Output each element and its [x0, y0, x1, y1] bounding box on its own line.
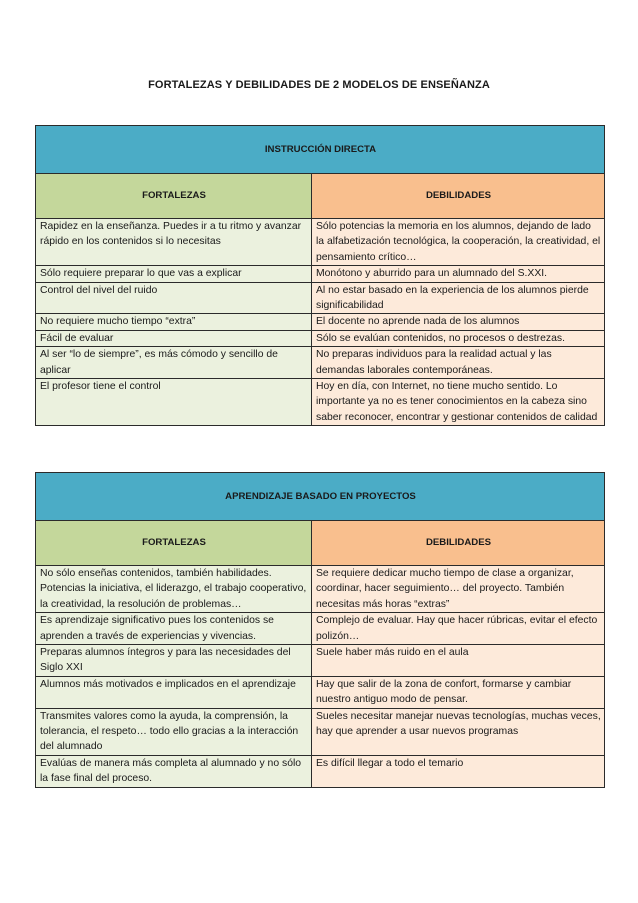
table-row — [36, 314, 605, 330]
weakness-cell: Monótono y aburrido para un alumnado del S.XXI. — [312, 266, 605, 282]
strength-cell: Es aprendizaje significativo pues los contenidos se aprenden a través de experiencias y vivencias. — [36, 613, 312, 645]
column-header-strengths: FORTALEZAS — [36, 521, 312, 566]
table-direct-instruction — [35, 125, 605, 426]
weakness-cell: Sólo potencias la memoria en los alumnos, dejando de lado la alfabetización tecnológica, la cooperación, la creatividad, el pensamiento crítico… — [312, 219, 605, 266]
table-project-based-learning — [35, 472, 605, 788]
weakness-cell: Es difícil llegar a todo el temario — [312, 755, 605, 787]
table-row — [36, 282, 605, 314]
document-title: FORTALEZAS Y DEBILIDADES DE 2 MODELOS DE ENSEÑANZA — [148, 79, 490, 91]
table-row — [36, 676, 605, 708]
strength-cell: Sólo requiere preparar lo que vas a explicar — [36, 266, 312, 282]
weakness-cell: Sólo se evalúan contenidos, no procesos o destrezas. — [312, 330, 605, 346]
strength-cell: El profesor tiene el control — [36, 379, 312, 426]
strength-cell: Alumnos más motivados e implicados en el aprendizaje — [36, 676, 312, 708]
weakness-cell: Hoy en día, con Internet, no tiene mucho sentido. Lo importante ya no es tener conocimientos en la cabeza sino saber reconocer, encontrar y gestionar contenidos de calidad — [312, 379, 605, 426]
column-header-strengths: FORTALEZAS — [36, 174, 312, 219]
table-row — [36, 755, 605, 787]
strength-cell: No requiere mucho tiempo “extra” — [36, 314, 312, 330]
weakness-cell: No preparas individuos para la realidad actual y las demandas laborales contemporáneas. — [312, 347, 605, 379]
weakness-cell: El docente no aprende nada de los alumnos — [312, 314, 605, 330]
strength-cell: Control del nivel del ruido — [36, 282, 312, 314]
weakness-cell: Al no estar basado en la experiencia de los alumnos pierde significabilidad — [312, 282, 605, 314]
strength-cell: Al ser “lo de siempre”, es más cómodo y sencillo de aplicar — [36, 347, 312, 379]
weakness-cell: Sueles necesitar manejar nuevas tecnologías, muchas veces, hay que aprender a usar nuevos programas — [312, 708, 605, 755]
weakness-cell: Hay que salir de la zona de confort, formarse y cambiar nuestro antiguo modo de pensar. — [312, 676, 605, 708]
strength-cell: No sólo enseñas contenidos, también habilidades. Potencias la iniciativa, el liderazgo, el trabajo cooperativo, la creatividad, la resolución de problemas… — [36, 566, 312, 613]
table-row — [36, 379, 605, 426]
table-title: INSTRUCCIÓN DIRECTA — [36, 126, 605, 174]
table-row — [36, 330, 605, 346]
table-row — [36, 347, 605, 379]
strength-cell: Fácil de evaluar — [36, 330, 312, 346]
column-header-weaknesses: DEBILIDADES — [312, 521, 605, 566]
strength-cell: Transmites valores como la ayuda, la comprensión, la tolerancia, el respeto… todo ello gracias a la interacción del alumnado — [36, 708, 312, 755]
table-title: APRENDIZAJE BASADO EN PROYECTOS — [36, 473, 605, 521]
table-row — [36, 645, 605, 677]
column-header-weaknesses: DEBILIDADES — [312, 174, 605, 219]
strength-cell: Evalúas de manera más completa al alumnado y no sólo la fase final del proceso. — [36, 755, 312, 787]
weakness-cell: Complejo de evaluar. Hay que hacer rúbricas, evitar el efecto polizón… — [312, 613, 605, 645]
weakness-cell: Suele haber más ruido en el aula — [312, 645, 605, 677]
weakness-cell: Se requiere dedicar mucho tiempo de clase a organizar, coordinar, hacer seguimiento… del proyecto. También necesitas más horas “extras” — [312, 566, 605, 613]
strength-cell: Preparas alumnos íntegros y para las necesidades del Siglo XXI — [36, 645, 312, 677]
table-row — [36, 708, 605, 755]
strength-cell: Rapidez en la enseñanza. Puedes ir a tu ritmo y avanzar rápido en los contenidos si lo necesitas — [36, 219, 312, 266]
table-row — [36, 566, 605, 613]
table-row — [36, 613, 605, 645]
table-row — [36, 219, 605, 266]
table-row — [36, 266, 605, 282]
